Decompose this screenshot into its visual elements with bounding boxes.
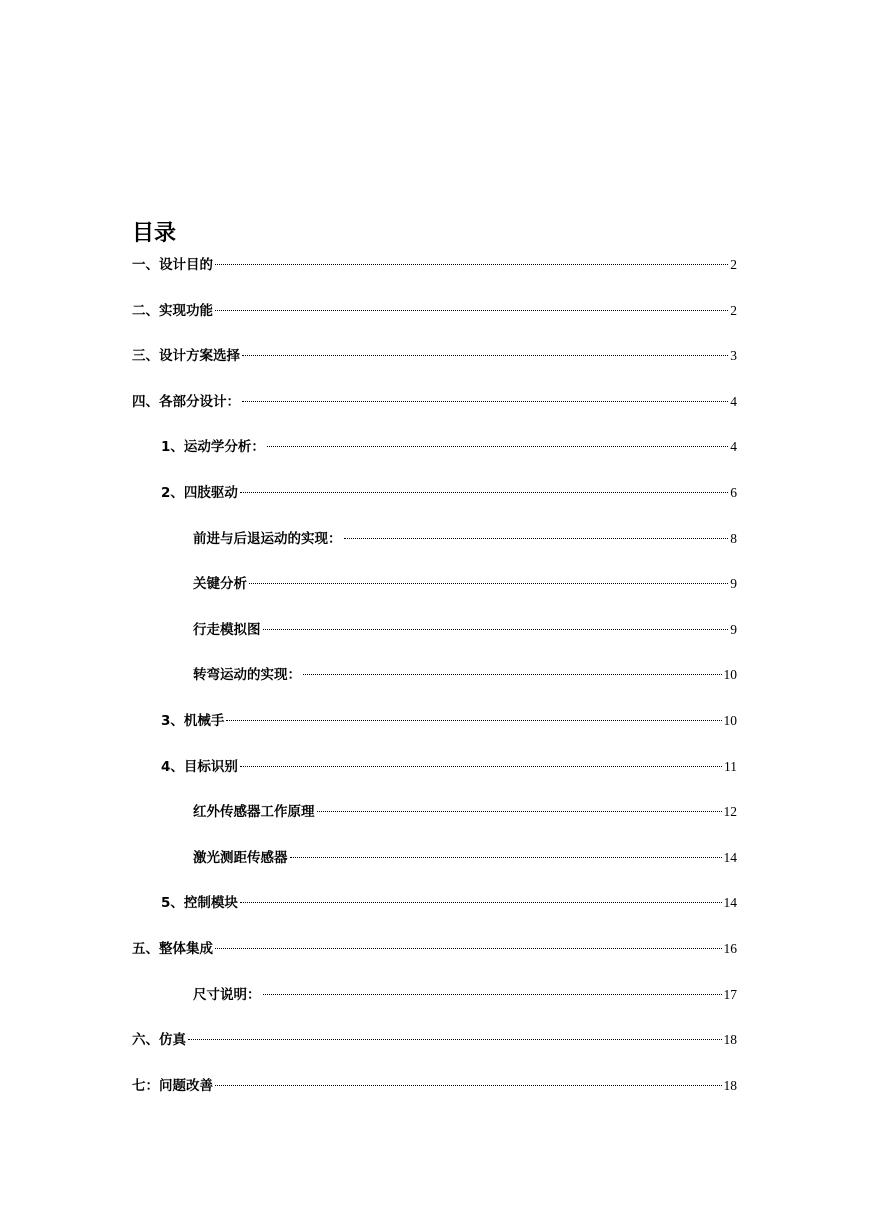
dot-leader bbox=[215, 310, 728, 311]
dot-leader bbox=[263, 629, 729, 630]
table-of-contents bbox=[132, 250, 737, 1116]
toc-entry-label: 七：问题改善 bbox=[132, 1077, 213, 1094]
toc-entry[interactable] bbox=[132, 934, 737, 980]
toc-entry-label: 红外传感器工作原理 bbox=[193, 804, 315, 821]
toc-entry-label: 一、设计目的 bbox=[132, 257, 213, 273]
toc-entry-label: 前进与后退运动的实现： bbox=[193, 530, 342, 547]
dot-leader bbox=[290, 857, 722, 858]
toc-entry-page: 10 bbox=[723, 667, 737, 683]
toc-entry-page: 18 bbox=[723, 1032, 737, 1048]
toc-entry-page: 14 bbox=[723, 895, 737, 911]
dot-leader bbox=[188, 1039, 722, 1040]
toc-entry-label: 1、运动学分析： bbox=[161, 439, 265, 456]
toc-entry-page: 14 bbox=[723, 849, 737, 865]
toc-entry-page: 2 bbox=[730, 257, 737, 272]
toc-entry[interactable] bbox=[132, 843, 737, 889]
toc-entry[interactable] bbox=[132, 524, 737, 570]
toc-entry-label: 四、各部分设计： bbox=[132, 393, 240, 410]
toc-entry-page: 10 bbox=[723, 712, 737, 728]
toc-entry-page: 17 bbox=[723, 986, 737, 1002]
toc-entry[interactable] bbox=[132, 296, 737, 342]
toc-entry[interactable] bbox=[132, 250, 737, 296]
dot-leader bbox=[344, 538, 729, 539]
toc-entry-page: 12 bbox=[723, 804, 737, 820]
toc-entry[interactable] bbox=[132, 569, 737, 615]
dot-leader bbox=[226, 720, 721, 721]
toc-entry[interactable] bbox=[132, 1071, 737, 1117]
dot-leader bbox=[240, 766, 722, 767]
toc-entry-page: 2 bbox=[730, 302, 737, 318]
toc-entry-page: 9 bbox=[730, 576, 737, 592]
toc-entry[interactable] bbox=[132, 1025, 737, 1071]
toc-entry-label: 4、目标识别 bbox=[161, 758, 238, 775]
toc-entry[interactable] bbox=[132, 797, 737, 843]
dot-leader bbox=[249, 583, 728, 584]
toc-entry[interactable] bbox=[132, 478, 737, 524]
toc-entry-label: 2、四肢驱动 bbox=[161, 484, 238, 501]
dot-leader bbox=[303, 674, 722, 675]
toc-entry[interactable] bbox=[132, 752, 737, 798]
toc-entry-page: 9 bbox=[730, 621, 737, 637]
toc-entry[interactable] bbox=[132, 888, 737, 934]
dot-leader bbox=[267, 446, 728, 447]
toc-entry-label: 行走模拟图 bbox=[193, 621, 261, 638]
toc-entry-label: 五、整体集成 bbox=[132, 940, 213, 957]
toc-entry-page: 6 bbox=[730, 484, 737, 500]
toc-entry[interactable] bbox=[132, 660, 737, 706]
toc-entry-page: 16 bbox=[723, 940, 737, 956]
toc-entry[interactable] bbox=[132, 980, 737, 1026]
toc-entry-label: 三、设计方案选择 bbox=[132, 348, 240, 365]
dot-leader bbox=[215, 264, 728, 265]
toc-entry-label: 六、仿真 bbox=[132, 1032, 186, 1049]
toc-entry-page: 3 bbox=[730, 348, 737, 364]
dot-leader bbox=[263, 994, 722, 995]
toc-entry-label: 转弯运动的实现： bbox=[193, 667, 301, 684]
toc-entry-page: 4 bbox=[730, 393, 737, 409]
toc-entry-page: 8 bbox=[730, 530, 737, 546]
toc-entry-page: 4 bbox=[730, 439, 737, 455]
toc-entry[interactable] bbox=[132, 615, 737, 661]
dot-leader bbox=[317, 811, 722, 812]
toc-entry[interactable] bbox=[132, 341, 737, 387]
toc-entry-label: 激光测距传感器 bbox=[193, 849, 288, 866]
toc-entry-page: 11 bbox=[724, 758, 737, 774]
toc-entry-label: 尺寸说明： bbox=[193, 986, 261, 1003]
toc-entry[interactable] bbox=[132, 432, 737, 478]
dot-leader bbox=[242, 355, 728, 356]
dot-leader bbox=[240, 492, 728, 493]
toc-entry-page: 18 bbox=[723, 1077, 737, 1093]
toc-entry[interactable] bbox=[132, 387, 737, 433]
toc-entry-label: 二、实现功能 bbox=[132, 302, 213, 319]
toc-entry[interactable] bbox=[132, 706, 737, 752]
dot-leader bbox=[240, 902, 722, 903]
dot-leader bbox=[215, 1085, 722, 1086]
toc-entry-label: 关键分析 bbox=[193, 576, 247, 593]
toc-title: 目录 bbox=[132, 220, 177, 246]
toc-entry-label: 3、机械手 bbox=[161, 712, 225, 729]
toc-entry-label: 5、控制模块 bbox=[161, 895, 238, 912]
dot-leader bbox=[242, 401, 728, 402]
dot-leader bbox=[215, 948, 722, 949]
